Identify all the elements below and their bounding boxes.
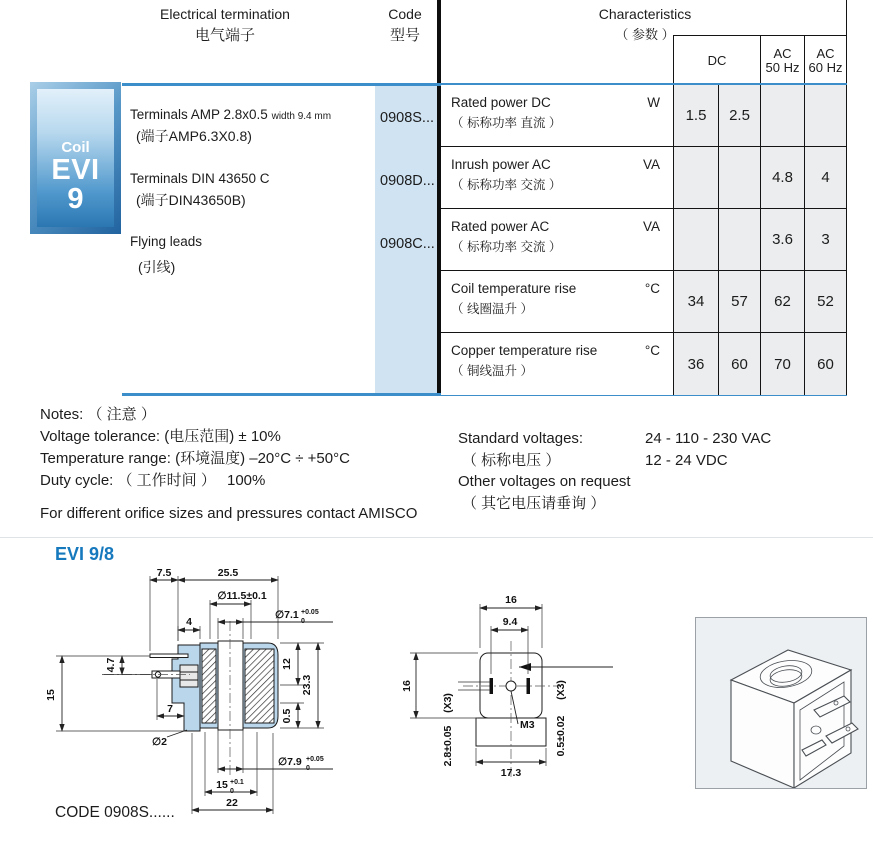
code-header-en: Code: [388, 6, 422, 22]
dim-label: ∅7.1: [275, 609, 299, 621]
coil-isometric-box: [695, 617, 867, 789]
temperature-range-note: Temperature range: (环境温度) –20°C ÷ +50°C: [40, 450, 350, 467]
dim-label: 0.5±0.02: [555, 715, 567, 757]
characteristics-header-en: Characteristics: [598, 6, 692, 22]
code-header-cn: 型号: [389, 27, 420, 44]
code-leads: 0908C...: [380, 236, 435, 252]
badge-size-label: 9: [67, 183, 84, 215]
other-voltages-en: Other voltages on request: [458, 473, 631, 490]
char-value-cell: 2.5: [718, 85, 760, 147]
char-value-cell: [718, 147, 760, 209]
char-value-cell: 3.6: [760, 209, 804, 271]
char-value-cell: [673, 147, 718, 209]
col-header-ac60: AC 60 Hz: [804, 36, 847, 85]
coil-top-view-drawing: [398, 586, 638, 796]
char-value-cell: 4: [804, 147, 847, 209]
dim-label: 16: [401, 680, 413, 692]
dim-label: 4: [186, 616, 192, 628]
char-row-label: Coil temperature rise °C （ 线圈温升 ）: [441, 271, 673, 333]
char-value-cell: 34: [673, 271, 718, 333]
char-value-cell: [673, 209, 718, 271]
drawing-code-caption: CODE 0908S......: [55, 804, 175, 821]
dim-label: 16: [505, 594, 517, 606]
termination-row-leads-en: Flying leads: [130, 234, 203, 249]
coil-cross-section-drawing: [40, 563, 340, 828]
characteristics-subheader: [673, 35, 847, 85]
notes-block: [40, 404, 460, 525]
dim-label: ∅11.5±0.1: [217, 590, 267, 602]
standard-voltages-label-en: Standard voltages:: [458, 430, 584, 447]
characteristics-table: [441, 85, 847, 395]
col-header-ac50: AC 50 Hz: [760, 36, 804, 85]
coil-badge: [30, 82, 121, 234]
notes-title: Notes: （ 注意 ）: [40, 406, 156, 423]
char-row-label: Rated power AC VA （ 标称功率 交流 ）: [441, 209, 673, 271]
standard-voltages-vdc: 12 - 24 VDC: [645, 451, 728, 469]
termination-row-leads-cn: (引线): [138, 259, 176, 275]
dim-label: ∅7.9: [278, 756, 302, 768]
dim-label: 15: [45, 689, 57, 701]
table-right-border: [846, 0, 848, 36]
badge-coil-label: Coil: [61, 139, 90, 156]
dim-tolerance: 0: [306, 765, 310, 772]
dim-label: (X3): [555, 680, 567, 700]
electrical-termination-header-cn: 电气端子: [194, 27, 255, 44]
col-header-dc: DC: [673, 36, 760, 85]
char-value-cell: 1.5: [673, 85, 718, 147]
termination-row-din-cn: (端子DIN43650B): [136, 192, 246, 208]
dim-label: 15: [216, 779, 228, 791]
char-value-cell: 70: [760, 333, 804, 395]
dim-label: ∅2: [152, 736, 167, 748]
dim-label: 7: [167, 703, 173, 715]
drawing-section-title: EVI 9/8: [55, 544, 115, 564]
voltage-tolerance-note: Voltage tolerance: (电压范围) ± 10%: [40, 428, 281, 445]
dim-tolerance: +0.05: [301, 609, 319, 616]
orifice-note: For different orifice sizes and pressures contact AMISCO: [40, 505, 418, 522]
dim-tolerance: 0: [301, 618, 305, 625]
char-value-cell: 60: [718, 333, 760, 395]
dim-label: 25.5: [217, 567, 239, 579]
code-amp: 0908S...: [380, 110, 435, 126]
dim-label: 0.5: [281, 708, 293, 724]
termination-row-din-en: Terminals DIN 43650 C: [130, 171, 270, 186]
badge-model-label: EVI: [51, 154, 100, 186]
char-value-cell: 4.8: [760, 147, 804, 209]
duty-cycle-note: Duty cycle: （ 工作时间 ） 100%: [40, 470, 460, 492]
duty-cycle-value: 100%: [227, 472, 266, 489]
termination-row-amp-en: Terminals AMP 2.8x0.5 width 9.4 mm: [130, 107, 332, 122]
char-value-cell: [760, 85, 804, 147]
dim-label: 22: [226, 797, 238, 809]
code-din: 0908D...: [380, 173, 435, 189]
char-value-cell: [804, 85, 847, 147]
dim-label: (X3): [442, 693, 454, 713]
dim-label: 4.7: [105, 657, 117, 673]
char-value-cell: 36: [673, 333, 718, 395]
characteristics-header-cn: （ 参数 ）: [615, 27, 675, 42]
char-value-cell: [718, 209, 760, 271]
coil-badge-face: [37, 89, 114, 227]
standard-voltages-vac: 24 - 110 - 230 VAC: [645, 430, 772, 447]
dim-tolerance: +0.1: [230, 779, 244, 786]
dim-tolerance: +0.05: [306, 756, 324, 763]
dim-tolerance: 0: [230, 788, 234, 795]
char-row-label: Rated power DC W （ 标称功率 直流 ）: [441, 85, 673, 147]
char-value-cell: 57: [718, 271, 760, 333]
standard-voltages-label-cn: （ 标称电压 ）: [462, 451, 561, 469]
other-voltages-cn: （ 其它电压请垂询 ）: [462, 494, 606, 512]
char-value-cell: 52: [804, 271, 847, 333]
dim-label: 17.3: [500, 767, 522, 779]
char-value-cell: 62: [760, 271, 804, 333]
termination-row-amp-cn: (端子AMP6.3X0.8): [136, 128, 252, 144]
dim-label: 23.3: [301, 674, 313, 696]
dim-label: 7.5: [156, 567, 172, 579]
dim-label: M3: [520, 719, 535, 731]
dim-label: 12: [281, 658, 293, 670]
char-row-label: Inrush power AC VA （ 标称功率 交流 ）: [441, 147, 673, 209]
coil-isometric-drawing: [696, 618, 866, 788]
char-value-cell: 3: [804, 209, 847, 271]
voltages-block: [458, 428, 858, 514]
dim-label: 9.4: [502, 616, 518, 628]
char-value-cell: 60: [804, 333, 847, 395]
section-divider: [0, 537, 873, 538]
char-row-label: Copper temperature rise °C （ 铜线温升 ）: [441, 333, 673, 395]
dim-label: 2.8±0.05: [442, 725, 454, 767]
electrical-termination-header-en: Electrical termination: [160, 6, 290, 22]
